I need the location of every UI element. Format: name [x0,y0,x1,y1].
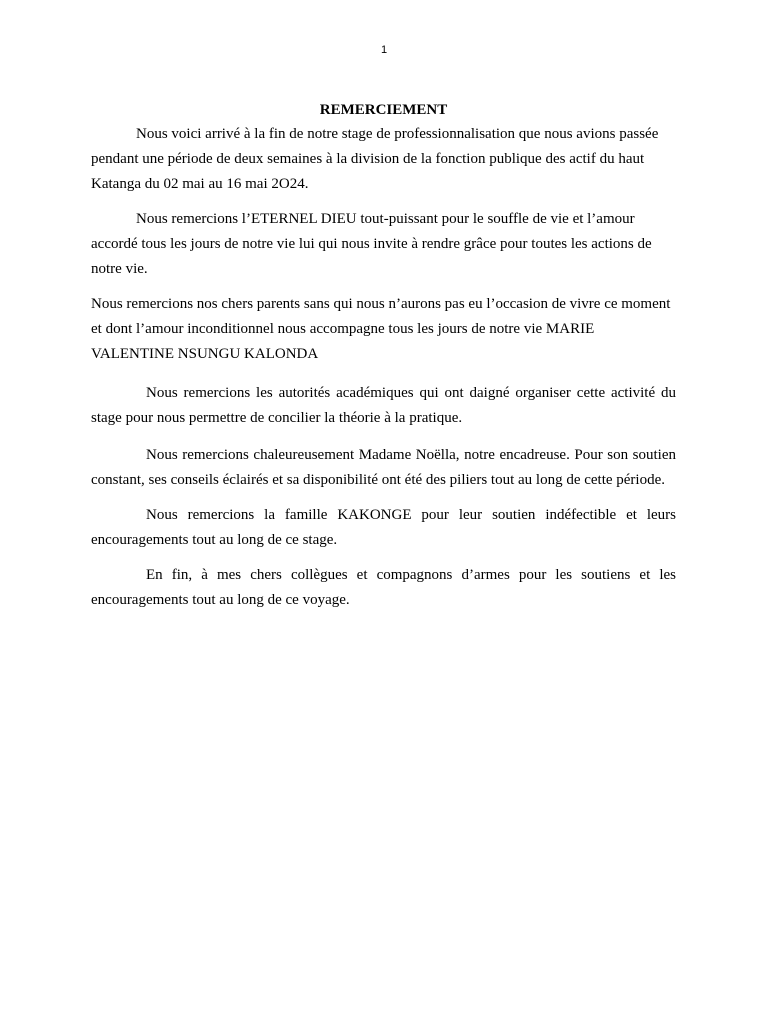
document-title: REMERCIEMENT [319,102,448,118]
paragraph-thanks-family: Nous remercions la famille KAKONGE pour leur soutien indéfectible et leurs encouragements tout au long de ce stage. [91,507,676,548]
paragraph-thanks-supervisor: Nous remercions chaleureusement Madame Noëlla, notre encadreuse. Pour son soutien constant, ses conseils éclairés et sa disponibilité ont été des piliers tout au long de cette période. [91,447,676,488]
paragraph-thanks-academic: Nous remercions les autorités académiques qui ont daigné organiser cette activité du stage pour nous permettre de concilier la théorie à la pratique. [91,385,676,426]
paragraph-thanks-parents: Nous remercions nos chers parents sans qui nous n’aurons pas eu l’occasion de vivre ce moment et dont l’amour inconditionnel nous accompagne tous les jours de notre vie MARIE VALENTINE NSUNGU KALONDA [91,296,671,362]
paragraph-thanks-colleagues: En fin, à mes chers collègues et compagnons d’armes pour les soutiens et les encouragements tout au long de ce voyage. [91,567,676,608]
page-number: 1 [380,44,388,56]
document-body [91,98,676,613]
paragraph-thanks-god: Nous remercions l’ETERNEL DIEU tout-puissant pour le souffle de vie et l’amour accordé tous les jours de notre vie lui qui nous invite à rendre grâce pour toutes les actions de notre vie. [91,211,652,277]
paragraph-intro: Nous voici arrivé à la fin de notre stage de professionnalisation que nous avions passée pendant une période de deux semaines à la division de la fonction publique des actif du haut Katanga du 02 mai au 16 mai 2O24. [91,126,659,192]
